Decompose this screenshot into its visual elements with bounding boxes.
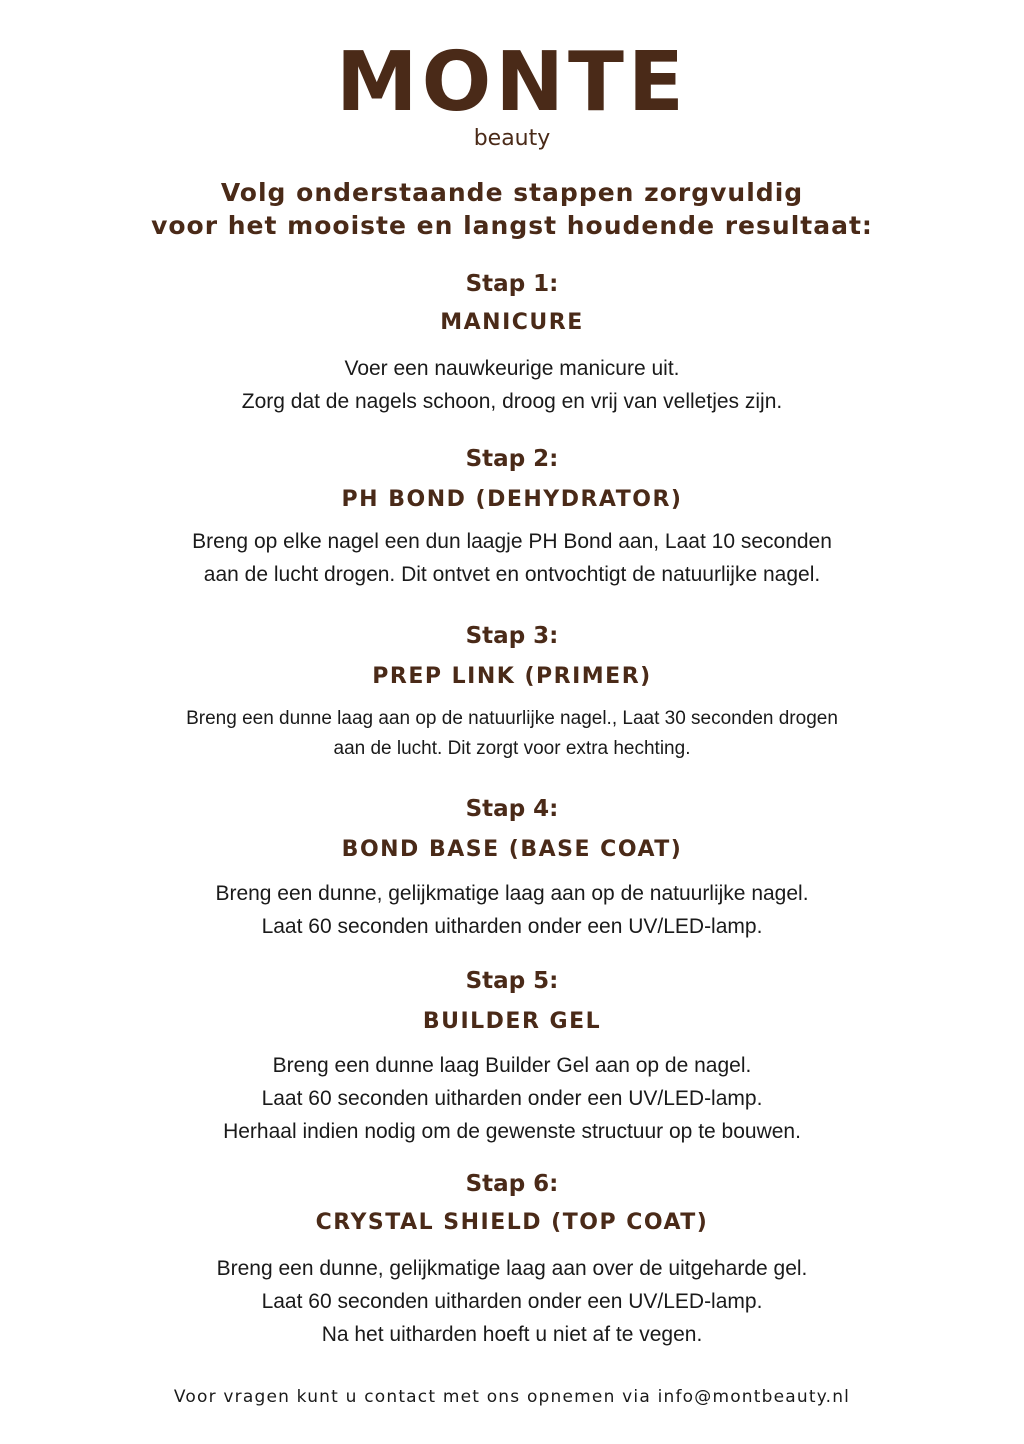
intro-heading [0, 176, 1024, 242]
step-line: Breng een dunne, gelijkmatige laag aan op de natuurlijke nagel. [215, 882, 809, 905]
step-line: Laat 60 seconden uitharden onder een UV/LED-lamp. [261, 1290, 763, 1313]
step-line: Na het uitharden hoeft u niet af te vegen. [321, 1323, 703, 1346]
step-description [0, 877, 1024, 943]
step-title: BOND BASE (BASE COAT) [341, 837, 683, 862]
step-line: aan de lucht. Dit zorgt voor extra hechting. [333, 738, 691, 759]
brand-name: MONTE [336, 44, 688, 118]
step-description [0, 352, 1024, 418]
step-1 [0, 268, 1024, 418]
step-description [0, 704, 1024, 764]
step-description [0, 525, 1024, 591]
step-line: Breng een dunne laag Builder Gel aan op de nagel. [272, 1054, 752, 1077]
step-title: PH BOND (DEHYDRATOR) [341, 487, 683, 512]
brand-logo [0, 44, 1024, 118]
step-number: Stap 6: [465, 1171, 559, 1197]
step-number: Stap 4: [465, 796, 559, 822]
step-title: PREP LINK (PRIMER) [372, 664, 652, 689]
step-number: Stap 5: [465, 968, 559, 994]
step-description [0, 1049, 1024, 1148]
step-title: CRYSTAL SHIELD (TOP COAT) [315, 1210, 709, 1235]
step-line: Laat 60 seconden uitharden onder een UV/LED-lamp. [261, 1087, 763, 1110]
step-description [0, 1252, 1024, 1351]
step-line: Breng een dunne, gelijkmatige laag aan over de uitgeharde gel. [216, 1257, 808, 1280]
step-line: Laat 60 seconden uitharden onder een UV/LED-lamp. [261, 915, 763, 938]
step-3 [0, 620, 1024, 764]
step-line: Breng op elke nagel een dun laagje PH Bond aan, Laat 10 seconden [192, 530, 832, 553]
step-number: Stap 1: [465, 271, 559, 297]
step-4 [0, 793, 1024, 943]
step-2 [0, 443, 1024, 591]
step-line: Zorg dat de nagels schoon, droog en vrij van velletjes zijn. [241, 390, 783, 413]
step-number: Stap 2: [465, 446, 559, 472]
step-title: MANICURE [440, 310, 584, 335]
step-line: Voer een nauwkeurige manicure uit. [344, 357, 680, 380]
contact-footer: Voor vragen kunt u contact met ons opnemen via info@montbeauty.nl [173, 1387, 851, 1407]
step-title: BUILDER GEL [422, 1009, 602, 1034]
intro-line-2: voor het mooiste en langst houdende resultaat: [151, 211, 873, 240]
brand-sub: beauty [473, 126, 551, 151]
step-line: aan de lucht drogen. Dit ontvet en ontvochtigt de natuurlijke nagel. [203, 563, 821, 586]
step-5 [0, 965, 1024, 1148]
step-number: Stap 3: [465, 623, 559, 649]
step-line: Herhaal indien nodig om de gewenste structuur op te bouwen. [223, 1120, 801, 1143]
step-line: Breng een dunne laag aan op de natuurlijke nagel., Laat 30 seconden drogen [186, 708, 838, 729]
step-6 [0, 1168, 1024, 1351]
logo-wordmark [302, 44, 722, 118]
intro-line-1: Volg onderstaande stappen zorgvuldig [220, 178, 804, 207]
